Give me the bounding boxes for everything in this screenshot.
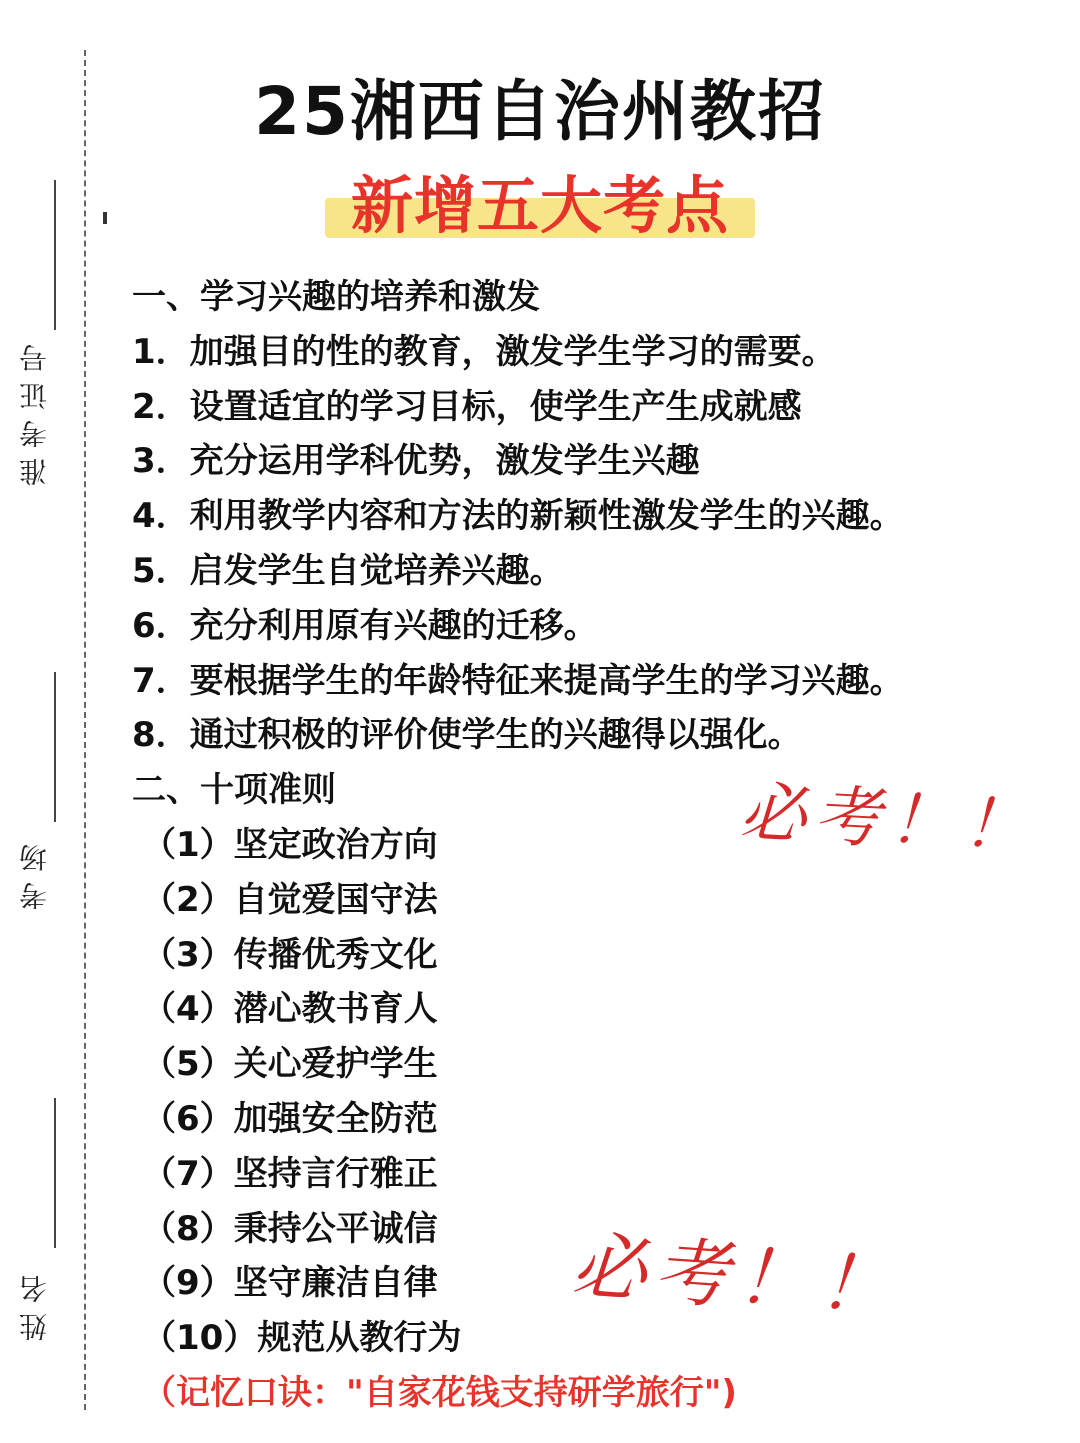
list-item: 8．通过积极的评价使学生的兴趣得以强化。	[132, 715, 802, 756]
name-write-line	[54, 1098, 56, 1248]
list-item: 7．要根据学生的年龄特征来提高学生的学习兴趣。	[132, 660, 904, 701]
rule-item: （2）自觉爱国守法	[142, 879, 438, 920]
section-heading-ten-rules: 二、十项准则	[132, 770, 336, 811]
exam-id-label: 准考证号	[18, 334, 51, 486]
must-test-annotation: 必考！！	[569, 1222, 903, 1332]
list-item: 1．加强目的性的教育，激发学生学习的需要。	[132, 331, 836, 372]
must-test-annotation: 必考！！	[738, 773, 1038, 866]
rule-item: （3）传播优秀文化	[142, 934, 438, 975]
rule-item: （7）坚持言行雅正	[142, 1153, 438, 1194]
section-heading-interest: 一、学习兴趣的培养和激发	[132, 277, 540, 317]
list-item: 5．启发学生自觉培养兴趣。	[132, 550, 564, 591]
page-subtitle: 新增五大考点	[350, 169, 729, 242]
exam-room-field	[20, 672, 68, 922]
rule-item: （4）潜心教书育人	[142, 989, 438, 1030]
exam-room-label: 考场	[18, 834, 51, 910]
list-item: 2．设置适宜的学习目标，使学生产生成就感	[132, 386, 802, 427]
exam-id-write-line	[54, 180, 56, 330]
rule-item: （1）坚定政治方向	[142, 824, 438, 865]
rule-item: （10）规范从教行为	[142, 1318, 462, 1359]
rule-item: （8）秉持公平诚信	[142, 1208, 438, 1249]
name-field	[20, 1098, 68, 1358]
list-item: 3．充分运用学科优势，激发学生兴趣	[132, 441, 700, 482]
exam-id-field	[20, 180, 68, 490]
page-title: 25湘西自治州教招	[254, 73, 826, 150]
rule-item: （6）加强安全防范	[142, 1098, 438, 1139]
exam-room-write-line	[54, 672, 56, 822]
subtitle-block	[325, 170, 755, 242]
binding-dashed-line	[84, 50, 86, 1410]
rule-item: （9）坚守廉洁自律	[142, 1263, 438, 1304]
margin-tick-mark	[103, 212, 107, 224]
list-item: 4．利用教学内容和方法的新颖性激发学生的兴趣。	[132, 496, 904, 537]
name-label: 姓名	[18, 1265, 51, 1341]
rule-item: （5）关心爱护学生	[142, 1044, 438, 1085]
mnemonic-note: （记忆口诀："自家花钱支持研学旅行")	[142, 1372, 737, 1413]
list-item: 6．充分利用原有兴趣的迁移。	[132, 605, 598, 646]
